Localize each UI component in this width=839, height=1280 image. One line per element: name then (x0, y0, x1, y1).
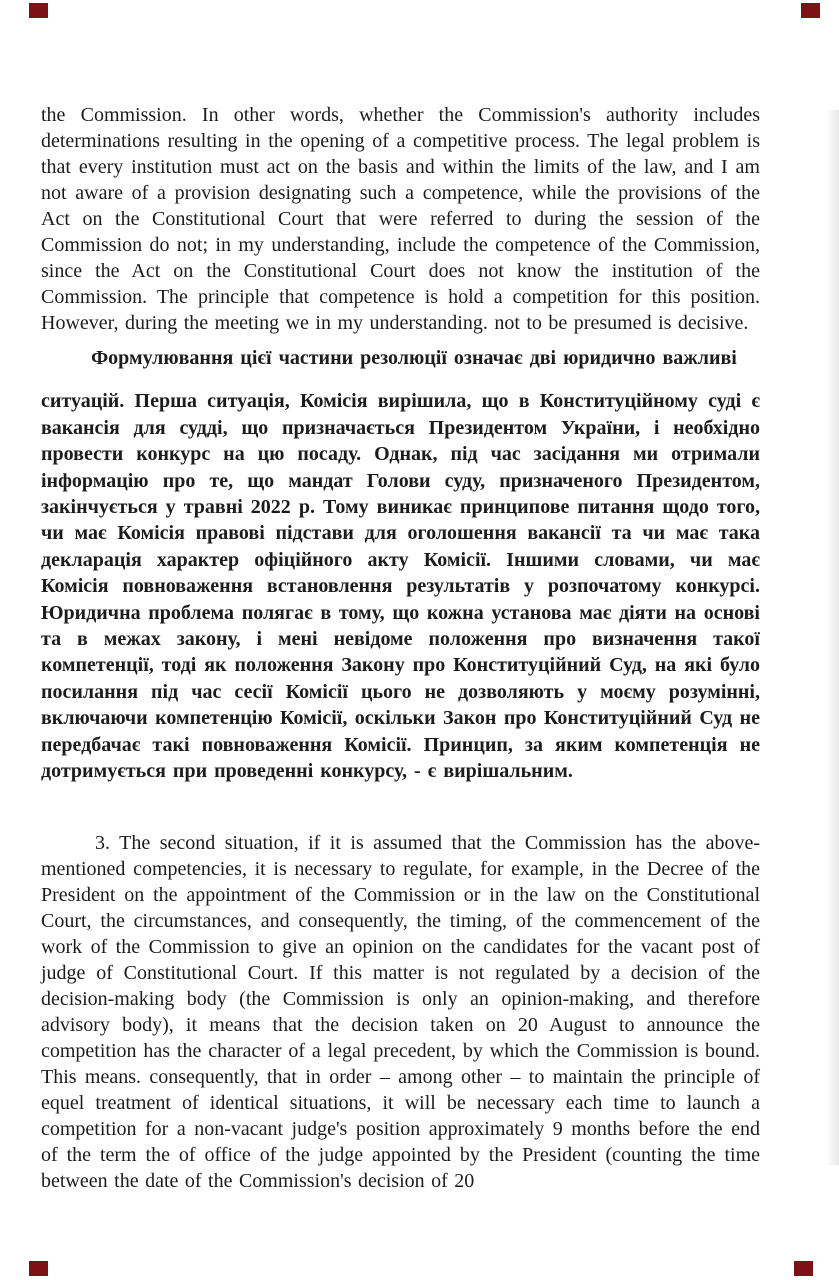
corner-mark-bottom-left-icon (29, 1261, 48, 1276)
scan-edge-shadow (828, 110, 839, 1165)
corner-mark-top-right-icon (801, 3, 820, 18)
corner-mark-top-left-icon (29, 3, 48, 18)
paragraph-english-1: the Commission. In other words, whether the Commission's authority includes determinations resulting in the opening of a competitive process. The legal problem is that every institution must act on the basis and within the limits of the law, and I am not aware of a provision designating such a competence, while the provisions of the Act on the Constitutional Court that were referred to during the session of the Commission do not; in my understanding, include the competence of the Commission, since the Act on the Constitutional Court does not know the institution of the Commission. The principle that competence is hold a competition for this position. However, during the meeting we in my understanding. not to be presumed is decisive. (41, 104, 760, 334)
paragraph-ukrainian-body: ситуацій. Перша ситуація, Комісія вирішила, що в Конституційному суді є вакансія для судді, що призначається Президентом України, і необхідно провести конкурс на цю посаду. Однак, під час засідання ми отримали інформацію про те, що мандат Голови суду, призначеного Президентом, закінчується у травні 2022 р. Тому виникає принципове питання щодо того, чи має Комісія правові підстави для оголошення вакансії та чи має така декларація характер офіційного акту Комісії. Іншими словами, чи має Комісія повноваження встановлення результатів у розпочатому конкурсі. Юридична проблема полягає в тому, що кожна установа має діяти на основі та в межах закону, і мені невідоме положення про визначення такої компетенції, тоді як положення Закону про Конституційний Суд, на які було посилання під час сесії Комісії цього не дозволяють у моєму розумінні, включаючи компетенцію Комісії, оскільки Закон про Конституційний Суд не передбачає такі повноваження Комісії. Принцип, за яким компетенція не дотримується при проведенні конкурсу, - є вирішальним. (41, 390, 760, 783)
corner-mark-bottom-right-icon (794, 1261, 813, 1276)
page-text-block (41, 102, 760, 1194)
paragraph-ukrainian-heading: Формулювання цієї частини резолюції означає дві юридично важливі (91, 347, 737, 369)
paragraph-english-2: 3. The second situation, if it is assumed that the Commission has the above-mentioned competencies, it is necessary to regulate, for example, in the Decree of the President on the appointment of the Commission or in the law on the Constitutional Court, the circumstances, and consequently, the timing, of the commencement of the work of the Commission to give an opinion on the candidates for the vacant post of judge of Constitutional Court. If this matter is not regulated by a decision of the decision-making body (the Commission is only an opinion-making, and therefore advisory body), it means that the decision taken on 20 August to announce the competition has the character of a legal precedent, by which the Commission is bound. This means. consequently, that in order – among other – to maintain the principle of equel treatment of identical situations, it will be necessary each time to launch a competition for a non-vacant judge's position approximately 9 months before the end of the term the of office of the judge appointed by the President (counting the time between the date of the Commission's decision of 20 (41, 831, 760, 1192)
